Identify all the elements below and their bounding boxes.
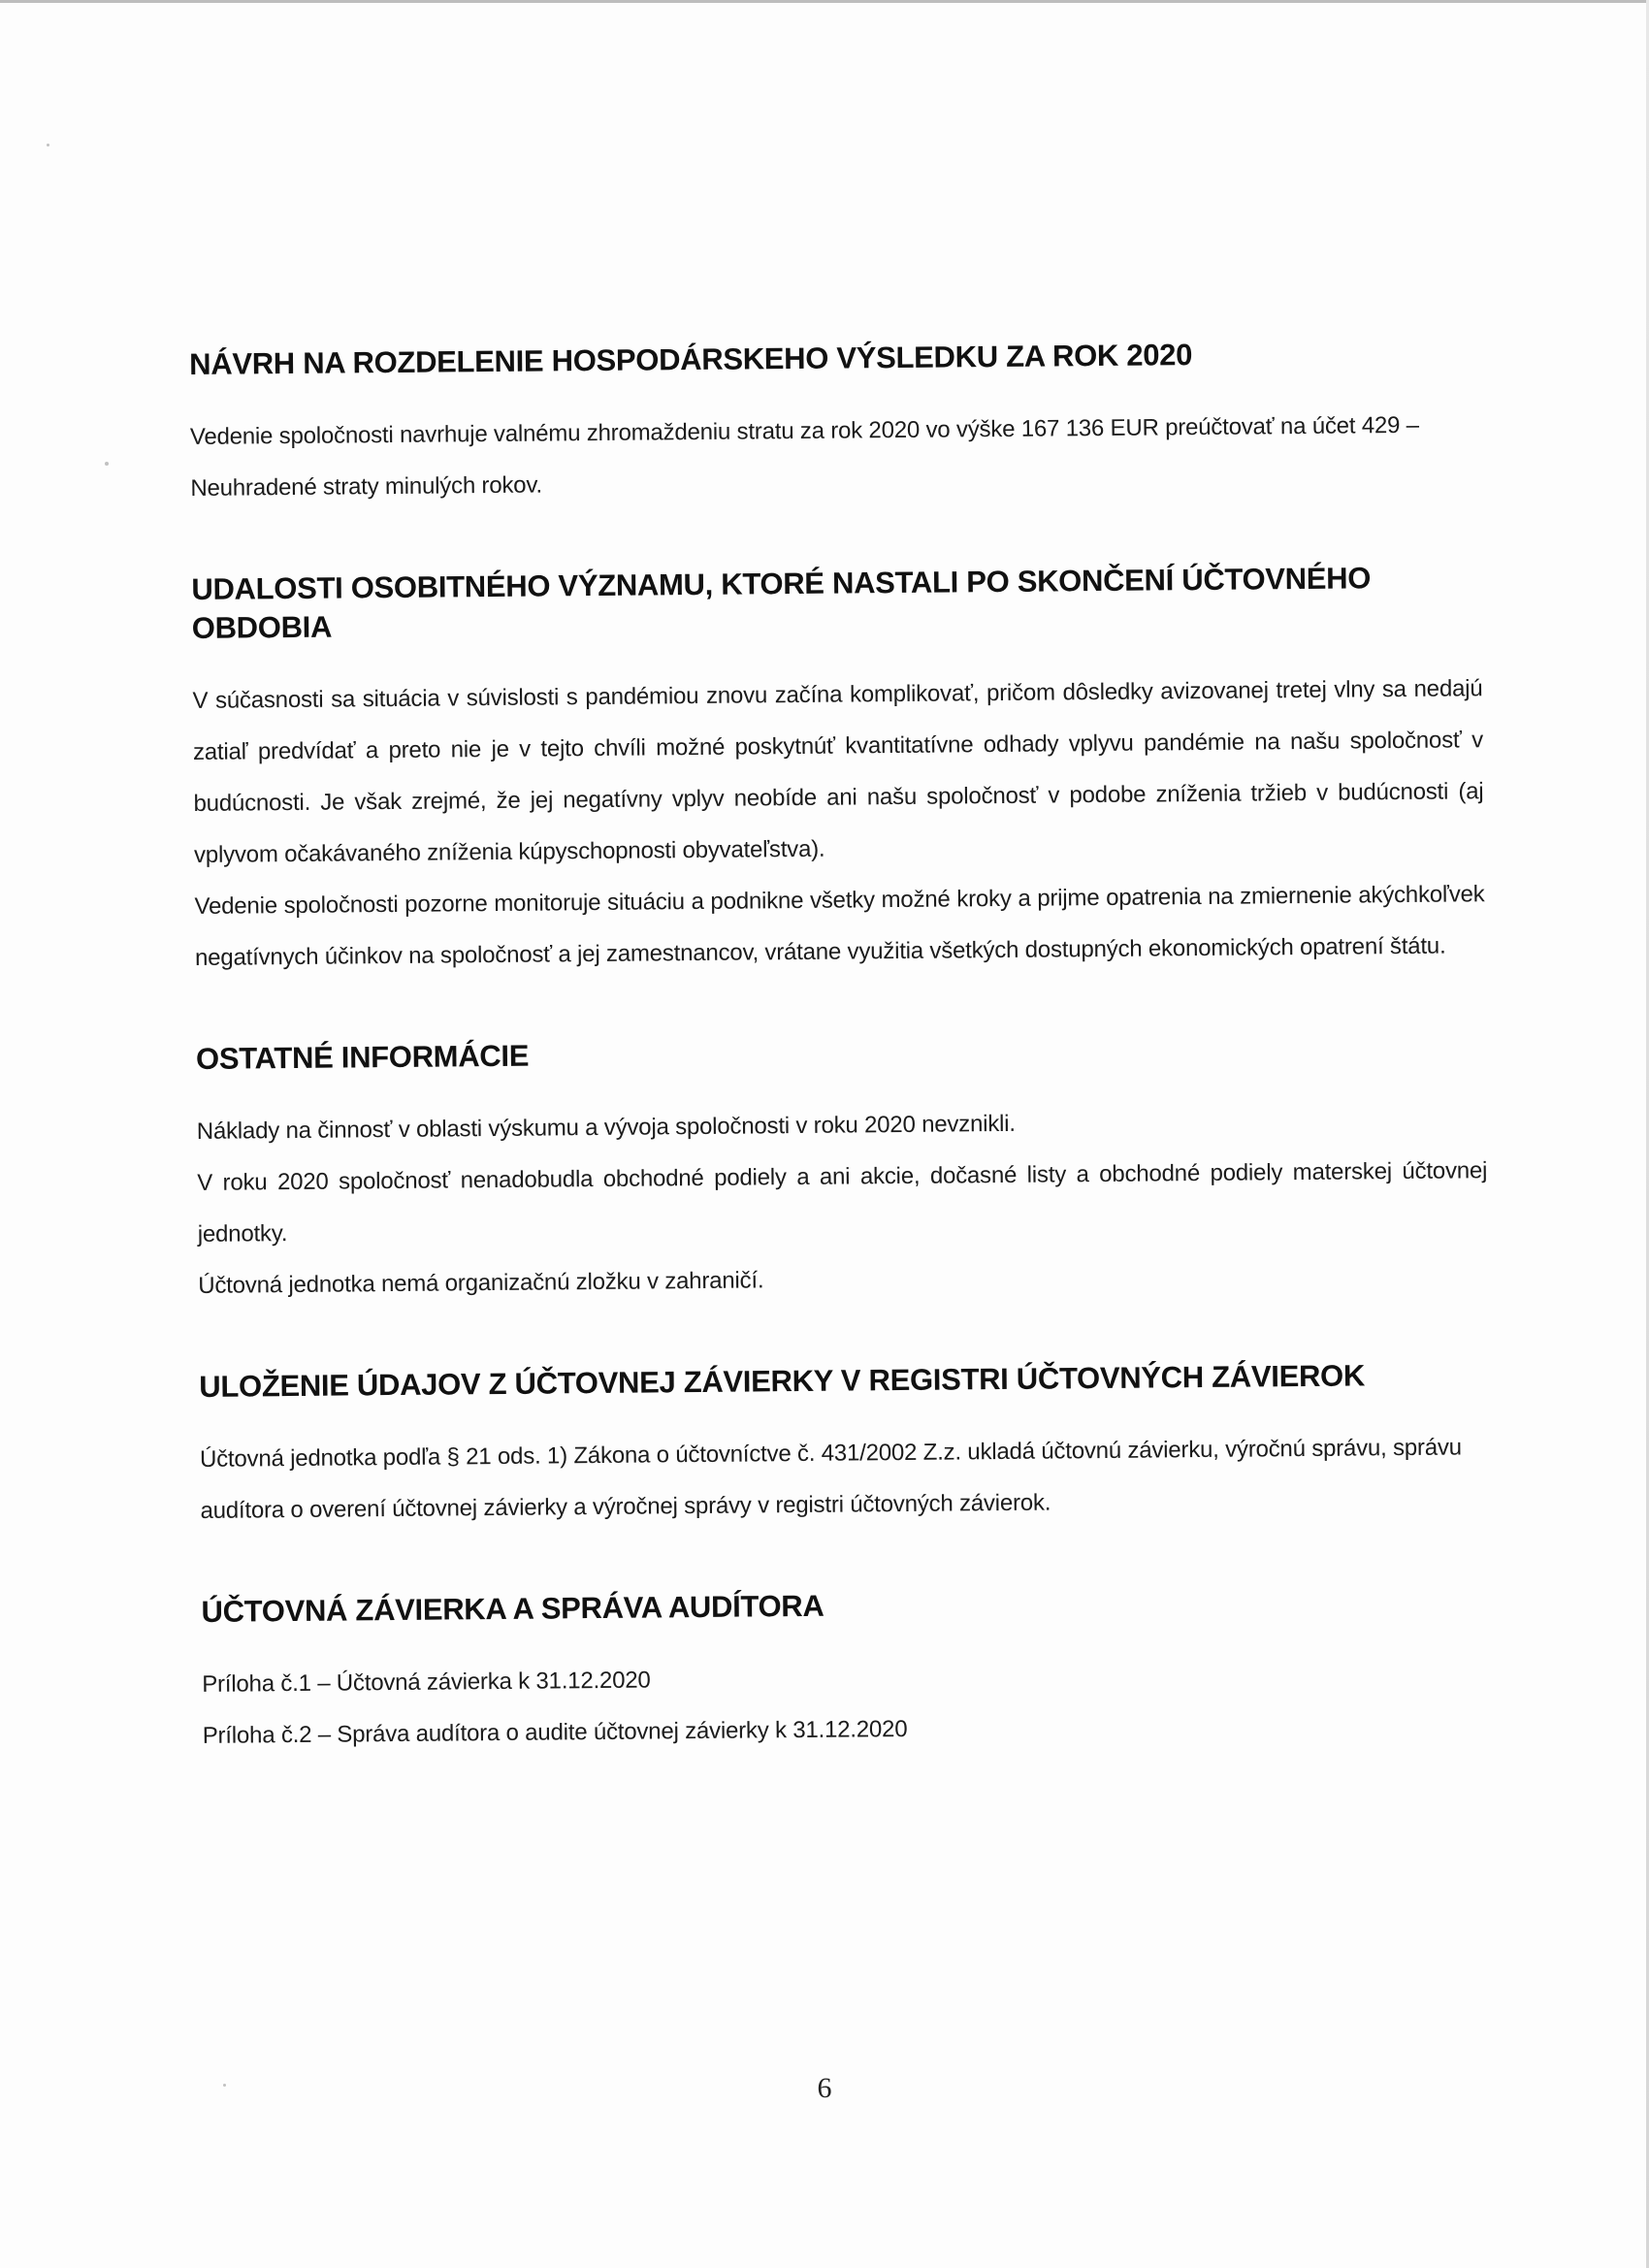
- annex-item: Príloha č.2 – Správa audítora o audite účtovnej závierky k 31.12.2020: [202, 1715, 908, 1749]
- section-heading: ÚČTOVNÁ ZÁVIERKA A SPRÁVA AUDÍTORA: [201, 1588, 824, 1629]
- section-paragraph: Účtovná jednotka nemá organizačnú zložku v zahraničí.: [198, 1267, 764, 1299]
- page-number: 6: [817, 2072, 832, 2104]
- section-heading: NÁVRH NA ROZDELENIE HOSPODÁRSKEHO VÝSLEDKU ZA ROK 2020: [189, 338, 1193, 381]
- section-profit-distribution: [189, 333, 1481, 514]
- section-other-information: [196, 1027, 1489, 1312]
- section-subsequent-events: [191, 558, 1485, 984]
- document-body: [189, 333, 1494, 1818]
- section-heading: OSTATNÉ INFORMÁCIE: [195, 1038, 530, 1076]
- section-paragraph: Vedenie spoločnosti navrhuje valnému zhromaždeniu stratu za rok 2020 vo výške 167 136 EUR preúčtovať na účet 429 – Neuhradené straty minulých rokov.: [189, 411, 1419, 502]
- scan-top-edge: [0, 0, 1649, 3]
- section-registry-filing: [199, 1355, 1491, 1537]
- section-financial-statements: [201, 1580, 1493, 1762]
- section-paragraph: V roku 2020 spoločnosť nenadobudla obchodné podiely a ani akcie, dočasné listy a obchodné podiely materskej účtovnej jednotky.: [197, 1157, 1488, 1247]
- scan-speck: [105, 462, 109, 466]
- section-paragraph: Náklady na činnosť v oblasti výskumu a vývoja spoločnosti v roku 2020 nevznikli.: [196, 1110, 1016, 1145]
- annex-item: Príloha č.1 – Účtovná závierka k 31.12.2020: [202, 1667, 651, 1698]
- section-paragraph: Účtovná jednotka podľa § 21 ods. 1) Zákona o účtovníctve č. 431/2002 Z.z. ukladá účtovnú závierku, výročnú správu, správu audítora o overení účtovnej závierky a výročnej správy v registri účtovných závierok.: [199, 1434, 1462, 1524]
- section-paragraph: Vedenie spoločnosti pozorne monitoruje situáciu a podnikne všetky možné kroky a prijme opatrenia na zmiernenie akýchkoľvek negatívnych účinkov na spoločnosť a jej zamestnancov, vrátane využitia všetkých dostupných ekonomických opatrení štátu.: [194, 881, 1485, 971]
- section-paragraph: V súčasnosti sa situácia v súvislosti s pandémiou znovu začína komplikovať, pričom dôsledky avizovanej tretej vlny sa nedajú zatiaľ predvídať a preto nie je v tejto chvíli možné poskytnúť kvantitatívne odhady vplyvu pandémie na našu spoločnosť v budúcnosti. Je však zrejmé, že jej negatívny vplyv neobíde ani našu spoločnosť v podobe zníženia tržieb v budúcnosti (aj vplyvom očakávaného zníženia kúpyschopnosti obyvateľstva).: [192, 675, 1484, 868]
- section-heading: ULOŽENIE ÚDAJOV Z ÚČTOVNEJ ZÁVIERKY V REGISTRI ÚČTOVNÝCH ZÁVIEROK: [199, 1358, 1366, 1404]
- section-heading: UDALOSTI OSOBITNÉHO VÝZNAMU, KTORÉ NASTALI PO SKONČENÍ ÚČTOVNÉHO OBDOBIA: [191, 561, 1372, 645]
- scan-speck: [47, 144, 49, 146]
